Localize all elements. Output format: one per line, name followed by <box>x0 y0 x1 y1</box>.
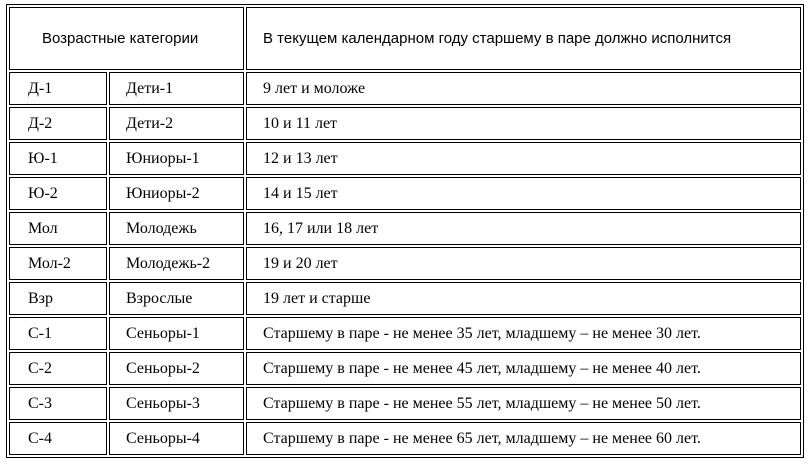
table-row <box>9 212 801 245</box>
table-row <box>9 247 801 280</box>
age-requirement: 19 и 20 лет <box>246 247 801 280</box>
age-requirement: Старшему в паре - не менее 55 лет, младшему – не менее 50 лет. <box>246 387 801 420</box>
age-requirement: 12 и 13 лет <box>246 142 801 175</box>
category-name: Взрослые <box>109 282 244 315</box>
age-requirement: Старшему в паре - не менее 65 лет, младшему – не менее 60 лет. <box>246 422 801 455</box>
table-row <box>9 387 801 420</box>
category-name: Сеньоры-3 <box>109 387 244 420</box>
category-code: С-4 <box>9 422 107 455</box>
age-requirement: 9 лет и моложе <box>246 72 801 105</box>
category-code: Мол <box>9 212 107 245</box>
age-categories-table <box>6 4 804 458</box>
category-name: Молодежь <box>109 212 244 245</box>
table-row <box>9 107 801 140</box>
header-age-categories: Возрастные категории <box>9 7 244 70</box>
category-name: Сеньоры-2 <box>109 352 244 385</box>
category-name: Сеньоры-4 <box>109 422 244 455</box>
table-row <box>9 72 801 105</box>
table-row <box>9 142 801 175</box>
category-code: С-3 <box>9 387 107 420</box>
category-name: Юниоры-2 <box>109 177 244 210</box>
category-name: Юниоры-1 <box>109 142 244 175</box>
category-name: Дети-1 <box>109 72 244 105</box>
category-code: Мол-2 <box>9 247 107 280</box>
category-code: С-1 <box>9 317 107 350</box>
category-code: Ю-2 <box>9 177 107 210</box>
age-requirement: Старшему в паре - не менее 35 лет, младшему – не менее 30 лет. <box>246 317 801 350</box>
category-name: Сеньоры-1 <box>109 317 244 350</box>
header-requirement: В текущем календарном году старшему в паре должно исполнится <box>246 7 801 70</box>
category-code: Д-2 <box>9 107 107 140</box>
category-code: Ю-1 <box>9 142 107 175</box>
table-row <box>9 177 801 210</box>
age-requirement: Старшему в паре - не менее 45 лет, младшему – не менее 40 лет. <box>246 352 801 385</box>
age-requirement: 16, 17 или 18 лет <box>246 212 801 245</box>
category-name: Дети-2 <box>109 107 244 140</box>
table-row <box>9 422 801 455</box>
table-row <box>9 317 801 350</box>
age-requirement: 10 и 11 лет <box>246 107 801 140</box>
category-name: Молодежь-2 <box>109 247 244 280</box>
category-code: Д-1 <box>9 72 107 105</box>
table-row <box>9 352 801 385</box>
age-requirement: 14 и 15 лет <box>246 177 801 210</box>
category-code: С-2 <box>9 352 107 385</box>
category-code: Взр <box>9 282 107 315</box>
age-requirement: 19 лет и старше <box>246 282 801 315</box>
table-row <box>9 282 801 315</box>
table-header-row <box>9 7 801 70</box>
